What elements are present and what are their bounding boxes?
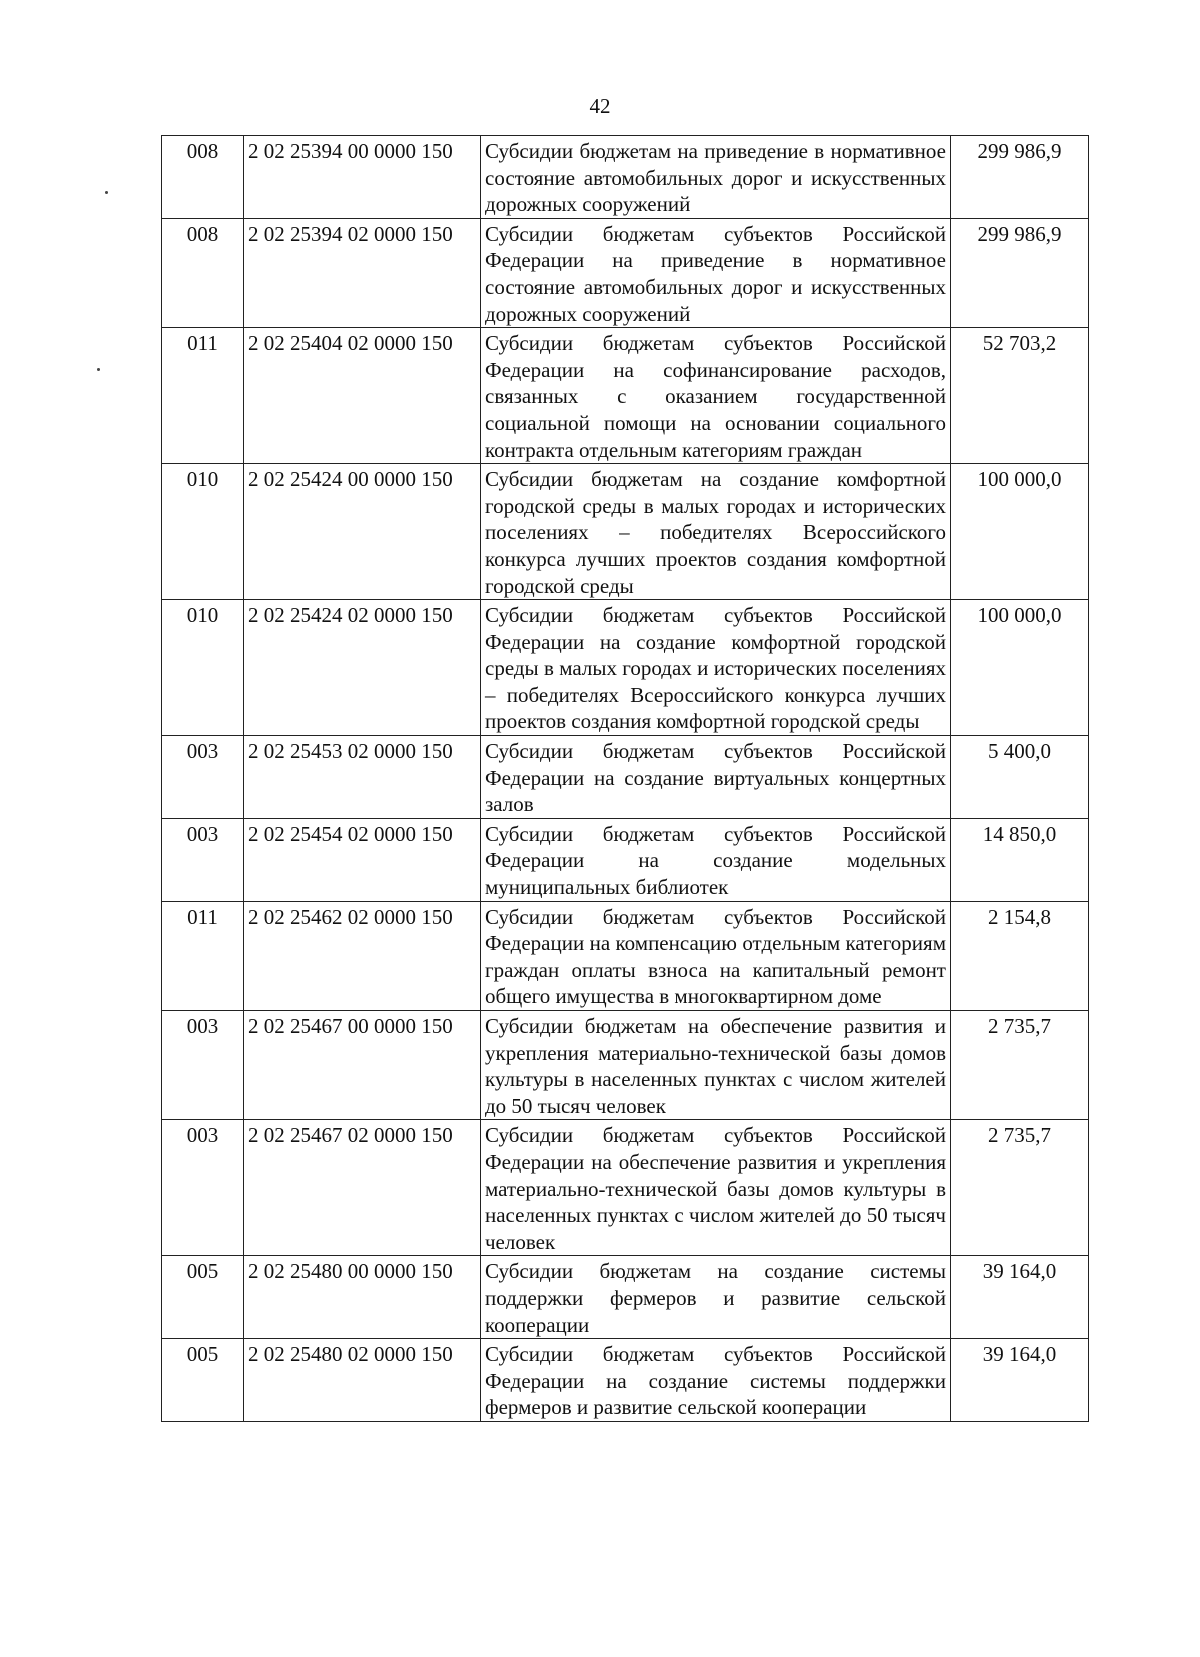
admin-code-cell: 005 <box>162 1339 244 1422</box>
budget-code-cell: 2 02 25424 00 0000 150 <box>244 464 481 600</box>
table-row <box>162 901 1089 1010</box>
admin-code-cell: 011 <box>162 328 244 464</box>
description-cell: Субсидии бюджетам субъектов Российской Федерации на обеспечение развития и укрепления материально-технической базы домов культуры в населенных пунктах с числом жителей до 50 тысяч человек <box>481 1120 951 1256</box>
amount-cell: 39 164,0 <box>951 1256 1089 1339</box>
description-cell: Субсидии бюджетам субъектов Российской Федерации на создание системы поддержки фермеров и развитие сельской кооперации <box>481 1339 951 1422</box>
budget-code-cell: 2 02 25462 02 0000 150 <box>244 901 481 1010</box>
description-cell: Субсидии бюджетам на создание комфортной городской среды в малых городах и исторических поселениях – победителях Всероссийского конкурса лучших проектов создания комфортной городской среды <box>481 464 951 600</box>
table-row <box>162 1339 1089 1422</box>
budget-code-cell: 2 02 25453 02 0000 150 <box>244 736 481 819</box>
budget-code-cell: 2 02 25404 02 0000 150 <box>244 328 481 464</box>
table-row <box>162 328 1089 464</box>
amount-cell: 14 850,0 <box>951 818 1089 901</box>
scan-speck <box>97 368 100 371</box>
description-cell: Субсидии бюджетам субъектов Российской Федерации на приведение в нормативное состояние автомобильных дорог и искусственных дорожных сооружений <box>481 218 951 327</box>
admin-code-cell: 010 <box>162 600 244 736</box>
amount-cell: 2 735,7 <box>951 1011 1089 1120</box>
admin-code-cell: 008 <box>162 218 244 327</box>
description-cell: Субсидии бюджетам на создание системы поддержки фермеров и развитие сельской кооперации <box>481 1256 951 1339</box>
admin-code-cell: 003 <box>162 736 244 819</box>
table-row <box>162 136 1089 219</box>
table-row <box>162 736 1089 819</box>
table-row <box>162 1256 1089 1339</box>
amount-cell: 39 164,0 <box>951 1339 1089 1422</box>
admin-code-cell: 003 <box>162 818 244 901</box>
budget-code-cell: 2 02 25424 02 0000 150 <box>244 600 481 736</box>
page-number: 42 <box>589 94 611 118</box>
admin-code-cell: 010 <box>162 464 244 600</box>
budget-code-cell: 2 02 25467 00 0000 150 <box>244 1011 481 1120</box>
description-cell: Субсидии бюджетам субъектов Российской Федерации на создание модельных муниципальных библиотек <box>481 818 951 901</box>
amount-cell: 100 000,0 <box>951 464 1089 600</box>
admin-code-cell: 008 <box>162 136 244 219</box>
budget-code-cell: 2 02 25394 02 0000 150 <box>244 218 481 327</box>
description-cell: Субсидии бюджетам на обеспечение развития и укрепления материально-технической базы домов культуры в населенных пунктах с числом жителей до 50 тысяч человек <box>481 1011 951 1120</box>
description-cell: Субсидии бюджетам субъектов Российской Федерации на софинансирование расходов, связанных с оказанием государственной социальной помощи на основании социального контракта отдельным категориям граждан <box>481 328 951 464</box>
budget-code-cell: 2 02 25454 02 0000 150 <box>244 818 481 901</box>
table-row <box>162 818 1089 901</box>
amount-cell: 2 154,8 <box>951 901 1089 1010</box>
budget-code-cell: 2 02 25480 00 0000 150 <box>244 1256 481 1339</box>
admin-code-cell: 005 <box>162 1256 244 1339</box>
admin-code-cell: 011 <box>162 901 244 1010</box>
amount-cell: 299 986,9 <box>951 136 1089 219</box>
table-row <box>162 1120 1089 1256</box>
description-cell: Субсидии бюджетам субъектов Российской Федерации на создание комфортной городской среды в малых городах и исторических поселениях – победителях Всероссийского конкурса лучших проектов создания комфортной городской среды <box>481 600 951 736</box>
table-row <box>162 464 1089 600</box>
amount-cell: 2 735,7 <box>951 1120 1089 1256</box>
description-cell: Субсидии бюджетам на приведение в нормативное состояние автомобильных дорог и искусственных дорожных сооружений <box>481 136 951 219</box>
table-row <box>162 1011 1089 1120</box>
description-cell: Субсидии бюджетам субъектов Российской Федерации на компенсацию отдельным категориям граждан оплаты взноса на капитальный ремонт общего имущества в многоквартирном доме <box>481 901 951 1010</box>
scan-speck <box>105 191 108 194</box>
budget-code-cell: 2 02 25394 00 0000 150 <box>244 136 481 219</box>
amount-cell: 100 000,0 <box>951 600 1089 736</box>
table-row <box>162 218 1089 327</box>
admin-code-cell: 003 <box>162 1011 244 1120</box>
amount-cell: 5 400,0 <box>951 736 1089 819</box>
admin-code-cell: 003 <box>162 1120 244 1256</box>
budget-revenue-table <box>161 135 1089 1422</box>
amount-cell: 299 986,9 <box>951 218 1089 327</box>
budget-code-cell: 2 02 25467 02 0000 150 <box>244 1120 481 1256</box>
table-row <box>162 600 1089 736</box>
budget-code-cell: 2 02 25480 02 0000 150 <box>244 1339 481 1422</box>
amount-cell: 52 703,2 <box>951 328 1089 464</box>
description-cell: Субсидии бюджетам субъектов Российской Федерации на создание виртуальных концертных залов <box>481 736 951 819</box>
